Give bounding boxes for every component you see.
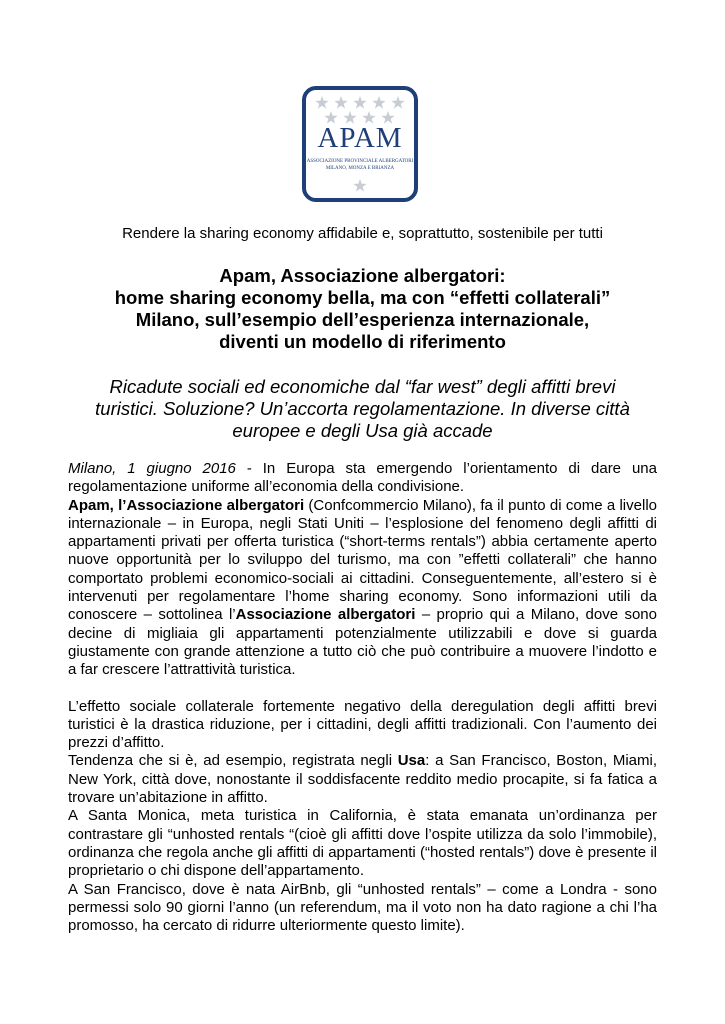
paragraph-text: - In Europa sta emergendo l’orientamento di dare una regolamentazione uniforme all’economia della condivisione. [68, 460, 657, 496]
paragraph-santa-monica: A Santa Monica, meta turistica in California, è stata emanata un’ordinanza per contrastare gli “unhosted rentals “(cioè gli affitti dove l’ospite utilizza da solo l’immobile), ordinanza che regola anche gli affitti di appartamenti (“hosted rentals”) dove è presente il proprietario o chi dispone dell’appartamento. [68, 807, 657, 880]
apam-logo [302, 86, 418, 202]
paragraph-san-francisco: A San Francisco, dove è nata AirBnb, gli “unhosted rentals” – come a Londra - sono permessi solo 90 giorni l’anno (un referendum, ma il voto non ha dato ragione a chi l’ha promosso, ha cercato di ridurre ulteriormente questo limite). [68, 880, 657, 935]
paragraph-spacer [68, 680, 657, 698]
star-icon [372, 96, 385, 109]
star-icon [334, 96, 347, 109]
bold-text: Apam, l’Associazione albergatori [68, 496, 305, 514]
star-icon [353, 179, 366, 192]
tagline: Rendere la sharing economy affidabile e, soprattutto, sostenibile per tutti [122, 225, 603, 242]
logo-wordmark: APAM [317, 122, 403, 154]
headline-line: diventi un modello di riferimento [219, 331, 506, 352]
subheadline-line: turistici. Soluzione? Un’accorta regolamentazione. In diverse città [95, 398, 630, 419]
subheadline [60, 376, 665, 442]
subheadline-line: europee e degli Usa già accade [232, 420, 493, 441]
headline-line: Milano, sull’esempio dell’esperienza internazionale, [135, 309, 590, 330]
article-body [68, 460, 657, 935]
paragraph-text: (Confcommercio Milano), fa il punto di come a livello internazionale – in Europa, negli Stati Uniti – l’esplosione del fenomeno degli affitti di appartamenti privati per offerta turistica (“short-terms rentals”) abbia certamente aperto nuove opportunità per lo sviluppo del turismo, ma con ”effetti collaterali” che hanno comportato problemi economico-sociali ai cittadini. Conseguentemente, all’estero si è intervenuti per regolamentare l’home sharing economy. Sono informazioni utili da conoscere – sottolinea l’ [68, 496, 657, 624]
logo-line-2: MILANO, MONZA E BRIANZA [325, 166, 395, 171]
paragraph-effect: L’effetto sociale collaterale fortemente negativo della deregulation degli affitti brevi turistici è la drastica riduzione, per i cittadini, degli affitti tradizionali. Con l’aumento dei prezzi d’affitto. [68, 697, 657, 752]
paragraph-usa [68, 752, 657, 807]
paragraph-intro [68, 460, 657, 497]
subheadline-line: Ricadute sociali ed economiche dal “far west” degli affitti brevi [109, 376, 616, 397]
star-icon [353, 96, 366, 109]
headline-line: home sharing economy bella, ma con “effetti collaterali” [114, 287, 611, 308]
paragraph-apam [68, 497, 657, 680]
paragraph-text: – proprio qui a Milano, dove sono decine di migliaia gli appartamenti potenzialmente utilizzabili e dove si guarda giustamente con grande attenzione a tutto ciò che può contribuire a muovere l’indotto e a far crescere l’attrattività turistica. [68, 606, 657, 679]
star-icon [391, 96, 404, 109]
paragraph-text: Tendenza che si è, ad esempio, registrata negli [68, 752, 398, 770]
dateline: Milano, 1 giugno 2016 [68, 460, 236, 477]
logo-line-1: ASSOCIAZIONE PROVINCIALE ALBERGATORI [306, 159, 414, 164]
bold-text: Usa [397, 752, 426, 770]
paragraph-text: : a San Francisco, Boston, Miami, New York, città dove, nonostante il soddisfacente reddito medio procapite, si fa fatica a trovare un’abitazione in affitto. [68, 752, 657, 807]
headline [0, 265, 725, 353]
bold-text: Associazione albergatori [235, 606, 416, 624]
star-icon [315, 96, 328, 109]
headline-line: Apam, Associazione albergatori: [219, 265, 506, 286]
